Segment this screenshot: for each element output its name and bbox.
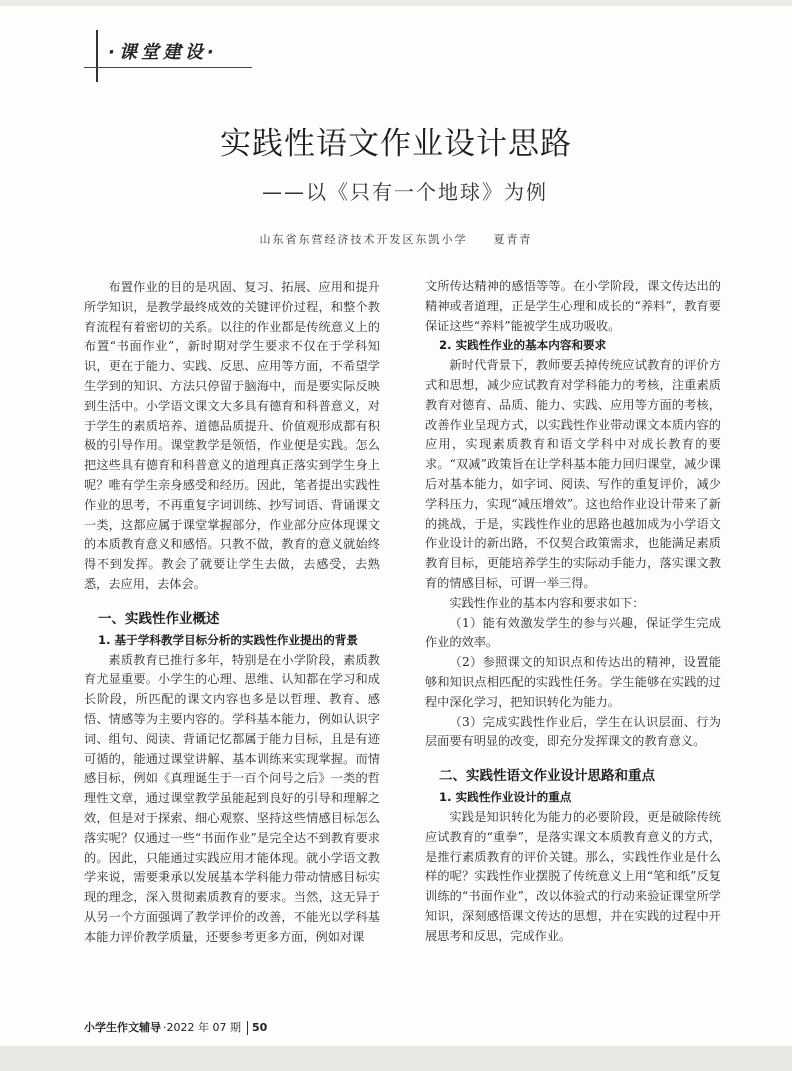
list-item: （2）参照课文的知识点和传达出的精神，设置能够和知识点相匹配的实践性任务。学生能够在实践的过程中深化学习，把知识转化为能力。 <box>425 655 721 709</box>
article-title: 实践性语文作业设计思路 <box>220 126 572 162</box>
page-footer <box>84 1019 267 1035</box>
header-ornament-vertical-line <box>96 30 98 82</box>
header-ornament-horizontal-line <box>84 67 252 68</box>
section-heading-2: 二、实践性语文作业设计思路和重点 <box>439 768 655 785</box>
article-subtitle: ——以《只有一个地球》为例 <box>262 180 548 204</box>
issue-info: ·2022 年 07 期 <box>163 1021 241 1034</box>
list-item: （1）能有效激发学生的参与兴趣，保证学生完成作业的效率。 <box>425 615 721 650</box>
body-paragraph: 实践性作业的基本内容和要求如下： <box>449 595 645 610</box>
body-paragraph: 实践是知识转化为能力的必要阶段，更是破除传统应试教育的“重拳”，是落实课文本质教育意义的方式，是推行素质教育的评价关键。那么，实践性作业是什么样的呢？实践性作业摆脱了传统意义上用“笔和纸”反复训练的“书面作业”，改以体验式的行动来验证课堂所学知识，深刻感悟课文传达的思想，并在实践的过程中开展思考和反思，完成作业。 <box>425 809 721 943</box>
left-column <box>84 278 380 948</box>
body-paragraph: 素质教育已推行多年，特别是在小学阶段，素质教育尤显重要。小学生的心理、思维、认知都在学习和成长阶段，所匹配的课文内容也多是以哲理、教育、感悟、情感等为主要内容的。学科基本能力，例如认识字词、组句、阅读、背诵记忆都属于能力目标，且是有迹可循的，能通过课堂讲解、基本训练来实现掌握。而情感目标，例如《真理诞生于一百个问号之后》一类的哲理性文章，通过课堂教学虽能起到良好的引导和理解之效，但是对于探索、细心观察、坚持这些情感目标怎么落实呢？仅通过一些“书面作业”是完全达不到教育要求的。因此，只能通过实践应用才能体现。就小学语文教学来说，需要秉承以发展基本学科能力带动情感目标实现的理念，深入贯彻素质教育的要求。当然，这无异于从另一个方面强调了教学评价的改善，不能光以学科基本能力评价教学质量，还要参考更多方面，例如对课 <box>84 652 380 944</box>
section-heading-1: 一、实践性作业概述 <box>98 610 220 627</box>
author-affiliation: 山东省东营经济技术开发区东凯小学 <box>259 233 468 246</box>
author-name: 夏青青 <box>493 233 533 246</box>
body-paragraph: 新时代背景下，教师要丢掉传统应试教育的评价方式和思想，减少应试教育对学科能力的考核，注重素质教育对德育、品质、能力、实践、应用等方面的考核，改善作业呈现方式，以实践性作业带动课文本质内容的应用，实现素质教育和语文学科中对成长教育的要求。“双减”政策旨在让学科基本能力回归课堂，减少课后对基本能力，如字词、阅读、写作的重复评价，减少学科压力，实现“减压增效”。这也给作业设计带来了新的挑战，于是，实践性作业的思路也越加成为小学语文作业设计的新出路，不仅契合政策需求，也能满足素质教育目标，更能培养学生的实际动手能力，落实课文教育的情感目标，可谓一举三得。 <box>425 358 721 590</box>
subsection-heading-1-2: 2. 实践性作业的基本内容和要求 <box>439 338 607 353</box>
subsection-heading-2-1: 1. 实践性作业设计的重点 <box>439 790 572 805</box>
subsection-heading-1-1: 1. 基于学科教学目标分析的实践性作业提出的背景 <box>98 632 358 647</box>
right-column <box>425 277 721 947</box>
section-label: ·课堂建设· <box>108 42 218 63</box>
list-item: （3）完成实践性作业后，学生在认识层面、行为层面要有明显的改变，即充分发挥课文的教育意义。 <box>425 714 721 749</box>
intro-paragraph: 布置作业的目的是巩固、复习、拓展、应用和提升所学知识，是教学最终成效的关键评价过程，和整个教育流程有着密切的关系。以往的作业都是传统意义上的布置“书面作业”，新时期对学生要求不仅在于学科知识，更在于能力、实践、反思、应用等方面，不希望学生学到的知识、方法只停留于脑海中，而是要实际反映到生活中。小学语文课文大多具有德育和科普意义，对于学生的素质培养、道德品质提升、价值观形成都有积极的引导作用。课堂教学是领悟，作业便是实践。怎么把这些具有德育和科普意义的道理真正落实到学生身上呢？唯有学生亲身感受和经历。因此，笔者提出实践性作业的思考，不再重复字词训练、抄写词语、背诵课文一类，这都应属于课堂掌握部分，作业部分应体现课文的本质教育意义和感悟。只教不做，教育的意义就始终得不到发挥。教会了就要让学生去做，去感受，去熟悉，去应用，去体会。 <box>84 280 380 591</box>
publication-name: 小学生作文辅导 <box>84 1021 161 1034</box>
page-edge-bottom <box>0 1046 792 1071</box>
page-edge-top <box>0 0 792 6</box>
byline <box>0 231 792 247</box>
page-number: 50 <box>251 1021 268 1034</box>
continued-paragraph: 文所传达精神的感悟等等。在小学阶段，课文传达出的精神或者道理，正是学生心理和成长的“养料”，教育要保证这些“养料”能被学生成功吸收。 <box>425 279 721 333</box>
footer-divider <box>247 1021 248 1035</box>
